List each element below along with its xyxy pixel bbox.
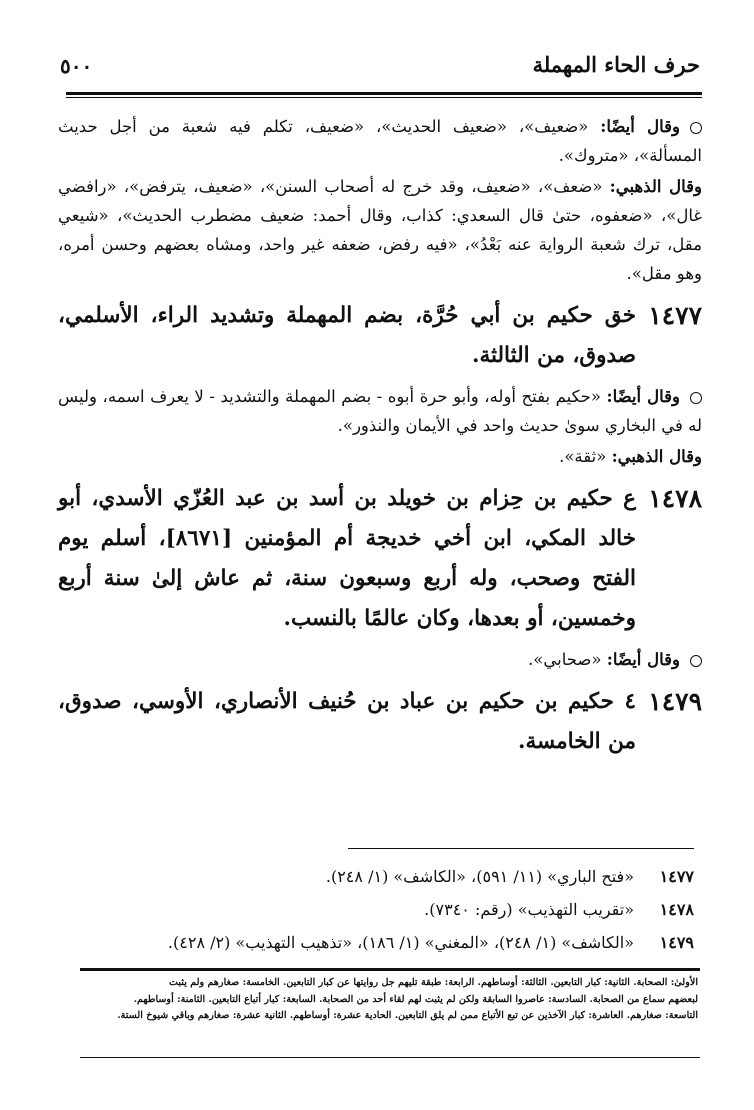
main-text bbox=[58, 112, 702, 762]
commentary-text: «ضعيف»، «ضعيف الحديث»، «ضعيف، تكلم فيه شعبة من أجل حديث المسألة»، «متروك». bbox=[58, 117, 702, 165]
footnotes bbox=[54, 860, 694, 959]
commentary-label: وقال أيضًا: bbox=[600, 117, 681, 136]
dhahabi-label: وقال الذهبي: bbox=[611, 447, 702, 466]
legend-line: الأولىٰ: الصحابة. الثانية: كبار التابعين. الثالثة: أوساطهم. الرابعة: طبقة تليهم جل روايتها عن كبار التابعين. الخامسة: صغارهم ولم يثبت bbox=[168, 977, 698, 988]
bullet-icon bbox=[690, 122, 702, 134]
dhahabi-text: «ثقة». bbox=[559, 447, 607, 466]
legend-line: التاسعة: صغارهم. العاشرة: كبار الآخذين عن تبع الأتباع ممن لم يلق التابعين. الحادية عشرة: أوساطهم. الثانية عشرة: صغارهم وباقي شيوخ الستة. bbox=[117, 1010, 698, 1021]
narrator-entry-1477 bbox=[58, 296, 702, 376]
dhahabi-block-1 bbox=[58, 172, 702, 288]
entry-number: ١٤٧٧ bbox=[648, 301, 702, 330]
footnote-item bbox=[54, 926, 694, 959]
footnote-text: «الكاشف» (١/ ٢٤٨)، «المغني» (١/ ١٨٦)، «تذهيب التهذيب» (٢/ ٤٢٨). bbox=[167, 933, 634, 952]
footnote-item bbox=[54, 893, 694, 926]
entry-text: ع حكيم بن حِزام بن خويلد بن أسد بن عبد العُزّي الأسدي، أبو خالد المكي، ابن أخي خديجة أم المؤمنين [٨٦٧١]، أسلم يوم الفتح وصحب، وله أربع وسبعون سنة، ثم عاش إلىٰ سنة أربع وخمسين، أو بعدها، وكان عالمًا بالنسب. bbox=[58, 486, 637, 631]
commentary-block-3 bbox=[58, 645, 702, 674]
entry-number: ١٤٧٩ bbox=[648, 687, 702, 716]
bullet-icon bbox=[690, 392, 702, 404]
commentary-label: وقال أيضًا: bbox=[606, 387, 680, 406]
entry-text: خق حكيم بن أبي حُرَّة، بضم المهملة وتشديد الراء، الأسلمي، صدوق، من الثالثة. bbox=[58, 303, 636, 368]
commentary-text: «حكيم بفتح أوله، وأبو حرة أبوه - بضم المهملة والتشديد - لا يعرف اسمه، وليس له في البخاري سوىٰ حديث واحد في الأيمان والنذور». bbox=[58, 387, 702, 435]
header-rule-thick bbox=[66, 92, 702, 95]
entry-number: ١٤٧٨ bbox=[648, 484, 702, 513]
page-header bbox=[60, 52, 700, 88]
footnote-separator bbox=[348, 848, 694, 849]
dhahabi-text: «ضعف»، «ضعيف، وقد خرج له أصحاب السنن»، «ضعيف، يترفض»، «رافضي غال»، «ضعفوه، حتىٰ قال السعدي: كذاب، وقال أحمد: ضعيف مضطرب الحديث»، «شيعي مقل، ترك شعبة الرواية عنه بَعْدُ»، «فيه رفض، ضعفه غير واحد، ومشاه بعضهم وحسن أمره، وهو مقل». bbox=[58, 177, 702, 283]
footnote-number: ١٤٧٨ bbox=[659, 900, 694, 919]
tabaqat-legend bbox=[80, 968, 700, 1058]
commentary-block-2 bbox=[58, 382, 702, 440]
footnote-text: «فتح الباري» (١١/ ٥٩١)، «الكاشف» (١/ ٢٤٨). bbox=[325, 867, 634, 886]
footnote-number: ١٤٧٩ bbox=[659, 933, 694, 952]
commentary-label: وقال أيضًا: bbox=[606, 650, 680, 669]
legend-line: لبعضهم سماع من الصحابة. السادسة: عاصروا السابقة ولكن لم يثبت لهم لقاء أحد من الصحابة. السابعة: كبار أتباع التابعين. الثامنة: أوساطهم. bbox=[133, 993, 698, 1005]
footnote-number: ١٤٧٧ bbox=[659, 867, 694, 886]
entry-text: ٤ حكيم بن حكيم بن عباد بن حُنيف الأنصاري، الأوسي، صدوق، من الخامسة. bbox=[58, 689, 636, 754]
header-rule-thin bbox=[66, 97, 702, 98]
page-number: ٥٠٠ bbox=[60, 54, 93, 78]
commentary-block-1 bbox=[58, 112, 702, 170]
dhahabi-block-2 bbox=[58, 442, 702, 471]
bullet-icon bbox=[690, 655, 702, 667]
dhahabi-label: وقال الذهبي: bbox=[609, 177, 702, 196]
narrator-entry-1479 bbox=[58, 682, 702, 762]
commentary-text: «صحابي». bbox=[528, 650, 602, 669]
running-title: حرف الحاء المهملة bbox=[532, 52, 700, 77]
footnote-text: «تقريب التهذيب» (رقم: ٧٣٤٠). bbox=[424, 900, 634, 919]
footnote-item bbox=[54, 860, 694, 893]
narrator-entry-1478 bbox=[58, 479, 702, 639]
